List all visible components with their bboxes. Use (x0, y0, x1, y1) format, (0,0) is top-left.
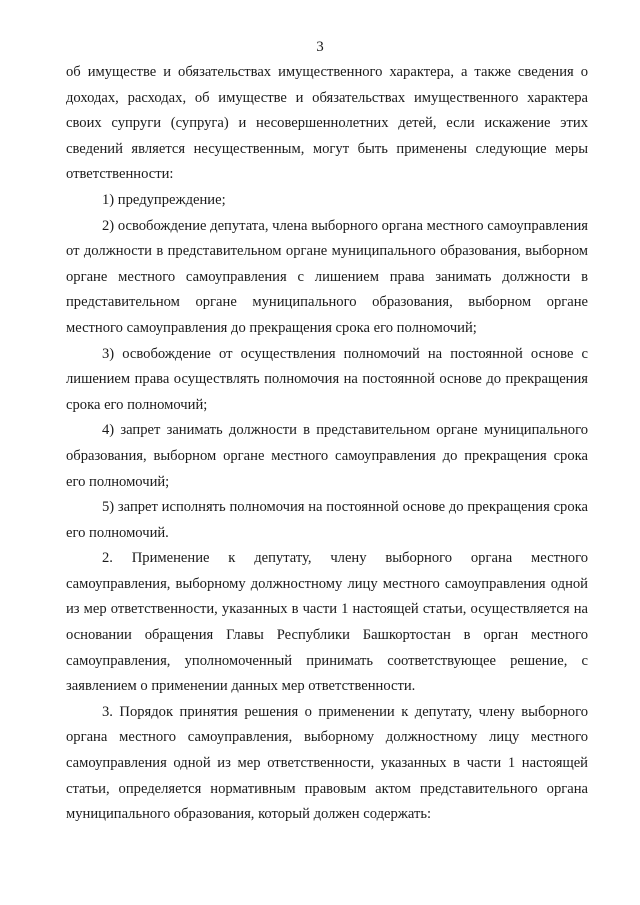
paragraph-section-2: 2. Применение к депутату, члену выборного органа местного самоуправления, выборному должностному лицу местного самоуправления одной из мер ответственности, указанных в части 1 настоящей статьи, осуществляется на основании обращения Главы Республики Башкортостан в орган местного самоуправления, уполномоченный принимать соответствующее решение, с заявлением о применении данных мер ответственности. (66, 550, 588, 695)
list-item-ban-duties: 5) запрет исполнять полномочия на постоянной основе до прекращения срока его полномочий. (66, 499, 588, 541)
page-number: 3 (316, 39, 324, 55)
list-item-ban-positions: 4) запрет занимать должности в представительном органе муниципального образования, выборном органе местного самоуправления до прекращения срока его полномочий; (66, 422, 588, 490)
paragraph-section-3: 3. Порядок принятия решения о применении к депутату, члену выборного органа местного самоуправления, выборному должностному лицу местного самоуправления одной из мер ответственности, указанных в части 1 настоящей статьи, определяется нормативным правовым актом представительного органа муниципального образования, который должен содержать: (66, 703, 588, 823)
document-body (66, 60, 588, 828)
list-item-release-from-position: 2) освобождение депутата, члена выборного органа местного самоуправления от должности в представительном органе муниципального образования, выборном органе местного самоуправления с лишением права занимать должности в представительном органе муниципального образования, выборном органе местного самоуправления до прекращения срока его полномочий; (66, 217, 588, 336)
paragraph-continuation: об имуществе и обязательствах имущественного характера, а также сведения о доходах, расходах, об имуществе и обязательствах имущественного характера своих супруги (супруга) и несовершеннолетних детей, если искажение этих сведений является несущественным, могут быть применены следующие меры ответственности: (66, 64, 588, 183)
list-item-warning: 1) предупреждение; (102, 191, 226, 208)
list-item-release-from-duties: 3) освобождение от осуществления полномочий на постоянной основе с лишением права осуществлять полномочия на постоянной основе до прекращения срока его полномочий; (66, 345, 588, 413)
